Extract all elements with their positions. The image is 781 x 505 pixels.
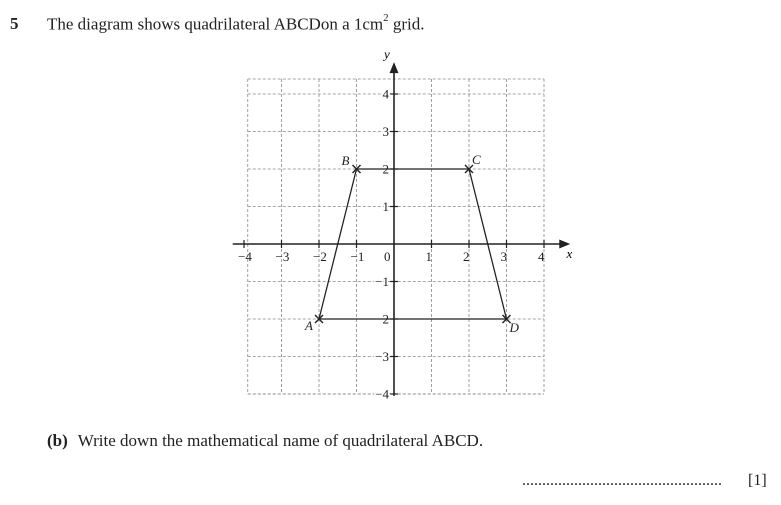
x-tick-label: 1	[425, 249, 432, 264]
y-tick-label: 3	[382, 124, 389, 139]
question-text-superscript: 2	[383, 12, 389, 24]
vertex-label-b: B	[341, 153, 350, 168]
x-tick-label: 3	[500, 249, 507, 264]
x-tick-label: −3	[275, 249, 290, 264]
grid-lines	[248, 79, 544, 394]
x-tick-label: −4	[238, 249, 252, 264]
y-tick-label: −2	[375, 311, 389, 327]
y-tick-label: 1	[382, 199, 389, 214]
part-b	[47, 431, 483, 451]
answer-line[interactable]: ..................................................	[522, 472, 722, 489]
vertex-label-a: A	[305, 318, 313, 333]
part-b-text: Write down the mathematical name of quadrilateral ABCD.	[77, 431, 484, 450]
y-tick-label: 4	[382, 86, 389, 102]
vertex-label-c: C	[472, 152, 481, 167]
y-tick-label: 2	[382, 161, 389, 177]
y-tick-label: −1	[375, 274, 389, 289]
y-axis-label: y	[384, 46, 390, 62]
x-tick-label: −2	[313, 249, 327, 264]
y-tick-label: −3	[375, 349, 389, 364]
y-tick-label: −4	[375, 386, 389, 402]
x-tick-label: −1	[350, 249, 365, 264]
x-axis-label: x	[566, 246, 573, 261]
x-tick-label: 0	[384, 249, 391, 264]
axes	[233, 46, 573, 396]
x-tick-label: 4	[538, 249, 545, 264]
x-tick-label: 2	[463, 249, 470, 264]
question-text-end: grid.	[388, 14, 425, 34]
question-number: 5	[10, 14, 19, 33]
y-axis-arrow	[390, 62, 399, 73]
marks-label: [1]	[748, 472, 767, 489]
vertex-label-d: D	[509, 320, 519, 335]
part-b-label: (b)	[47, 431, 68, 450]
question-text-main: The diagram shows quadrilateral ABCDon a 1cm	[47, 14, 384, 34]
